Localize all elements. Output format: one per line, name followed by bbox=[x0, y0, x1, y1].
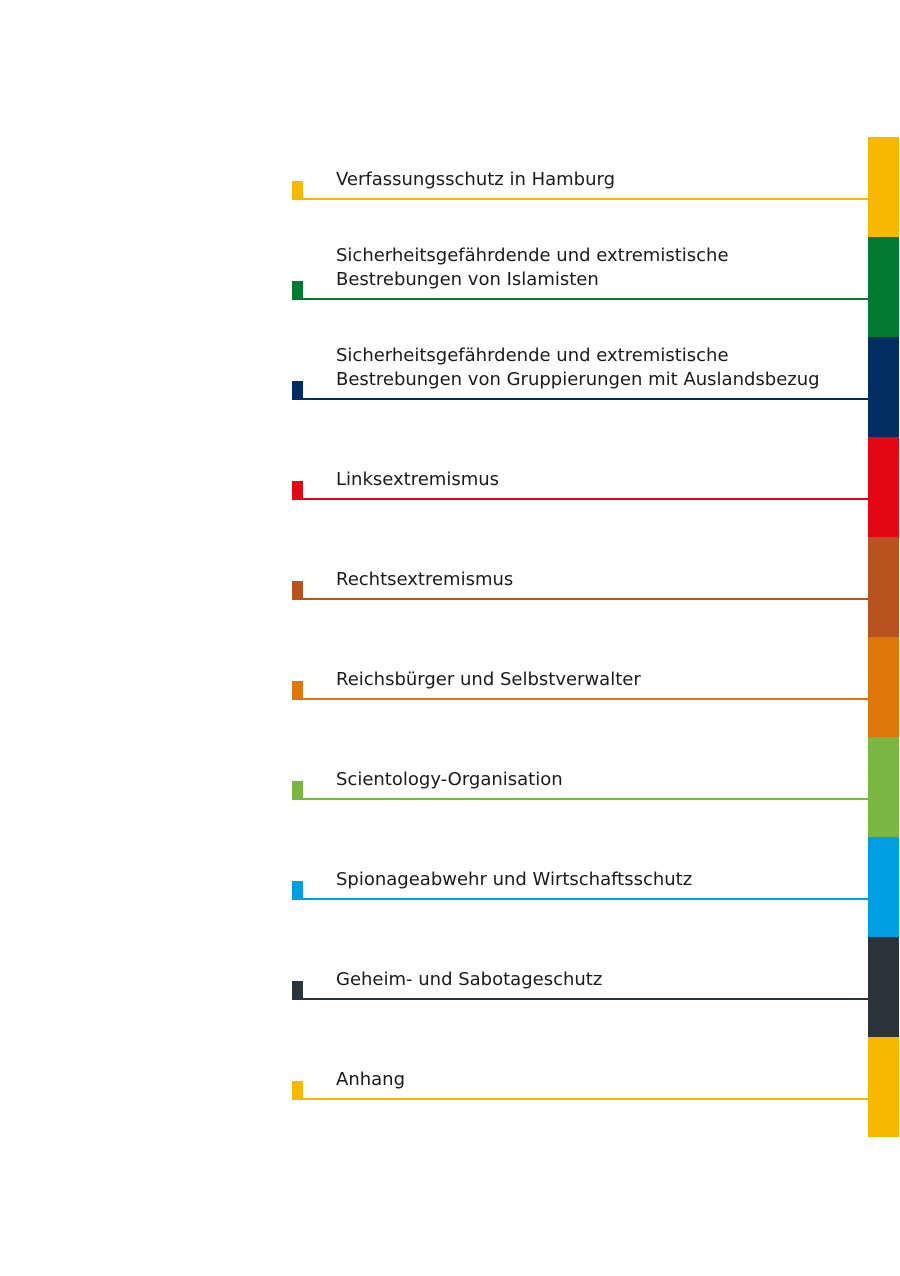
toc-entry-label: Linksextremismus bbox=[336, 469, 500, 490]
toc-color-marker bbox=[292, 281, 303, 299]
chapter-tab[interactable] bbox=[868, 1037, 899, 1137]
chapter-tab[interactable] bbox=[868, 537, 899, 637]
chapter-tab[interactable] bbox=[868, 237, 899, 337]
toc-entry-label: Geheim- und Sabotageschutz bbox=[336, 969, 603, 990]
chapter-tab[interactable] bbox=[868, 337, 899, 437]
toc-color-marker bbox=[292, 1081, 303, 1099]
chapter-tab[interactable] bbox=[868, 937, 899, 1037]
toc-rule bbox=[292, 598, 868, 600]
toc-rule bbox=[292, 398, 868, 400]
toc-rule bbox=[292, 998, 868, 1000]
toc-entry-label: Sicherheitsgefährdende und extremistische Bestrebungen von Gruppierungen mit Auslandsbezug bbox=[336, 345, 820, 390]
toc-entry-label: Sicherheitsgefährdende und extremistische Bestrebungen von Islamisten bbox=[336, 245, 729, 290]
toc-entry-label: Scientology-Organisation bbox=[336, 769, 563, 790]
toc-rule bbox=[292, 1098, 868, 1100]
toc-color-marker bbox=[292, 581, 303, 599]
toc-rule bbox=[292, 698, 868, 700]
toc-entry-label: Reichsbürger und Selbstverwalter bbox=[336, 669, 641, 690]
toc-rule bbox=[292, 898, 868, 900]
chapter-tab[interactable] bbox=[868, 437, 899, 537]
toc-entry-label: Verfassungsschutz in Hamburg bbox=[336, 169, 616, 190]
toc-rule bbox=[292, 798, 868, 800]
chapter-tab[interactable] bbox=[868, 837, 899, 937]
toc-rule bbox=[292, 498, 868, 500]
toc-color-marker bbox=[292, 881, 303, 899]
toc-color-marker bbox=[292, 381, 303, 399]
chapter-tab[interactable] bbox=[868, 637, 899, 737]
toc-entry-label: Rechtsextremismus bbox=[336, 569, 514, 590]
toc-entry-label: Spionageabwehr und Wirtschaftsschutz bbox=[336, 869, 693, 890]
chapter-tab[interactable] bbox=[868, 737, 899, 837]
toc-color-marker bbox=[292, 181, 303, 199]
toc-color-marker bbox=[292, 981, 303, 999]
toc-color-marker bbox=[292, 681, 303, 699]
toc-rule bbox=[292, 198, 868, 200]
toc-entry-label: Anhang bbox=[336, 1069, 405, 1090]
toc-color-marker bbox=[292, 781, 303, 799]
toc-rule bbox=[292, 298, 868, 300]
toc-color-marker bbox=[292, 481, 303, 499]
chapter-tab[interactable] bbox=[868, 137, 899, 237]
